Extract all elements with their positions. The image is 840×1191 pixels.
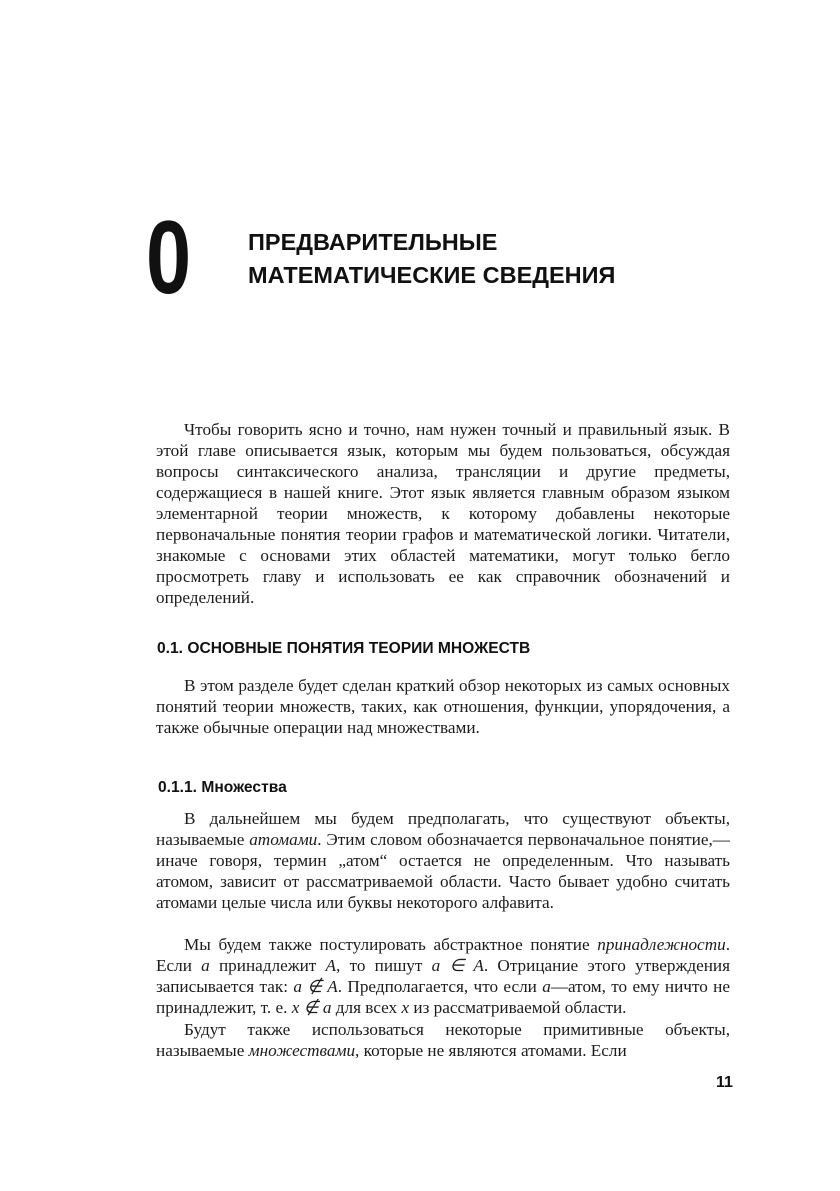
- atoms-text-2: . Этим словом обозначается первоначальное понятие,— иначе говоря, термин „атом“ остается не определенным. Что называть атомом, зависит от рассматриваемой области. Часто бывает удобно считать атомами целые числа или буквы некоторого алфавита.: [156, 830, 730, 912]
- intro-paragraph: Чтобы говорить ясно и точно, нам нужен точный и правильный язык. В этой главе описывается язык, которым мы будем пользоваться, обсуждая вопросы синтаксического анализа, трансляции и другие предметы, содержащиеся в нашей книге. Этот язык является главным образом языком элементарной теории множеств, к которому добавлены некоторые первоначальные понятия теории графов и математической логики. Читатели, знакомые с основами этих областей математики, могут только бегло просмотреть главу и использовать ее как справочник обозначений и определений.: [156, 420, 730, 607]
- membership-text-8: для всех: [331, 998, 402, 1017]
- membership-text-4: , то пишут: [336, 956, 432, 975]
- section-heading: 0.1. ОСНОВНЫЕ ПОНЯТИЯ ТЕОРИИ МНОЖЕСТВ: [157, 640, 531, 657]
- chapter-title-line-1: ПРЕДВАРИТЕЛЬНЫЕ: [248, 229, 498, 255]
- membership-text-7: —атом, то ему ничто не принадлежит, т. е.: [156, 977, 730, 1017]
- atoms-text-1: В дальнейшем мы будем предполагать, что существуют объекты, называемые: [156, 809, 730, 849]
- sets-paragraph: [156, 1019, 730, 1061]
- membership-text-6: . Предполагается, что если: [337, 977, 543, 996]
- var-a: a: [201, 956, 210, 975]
- sets-text-1: Будут также использоваться некоторые примитивные объекты, называемые: [156, 1020, 730, 1060]
- membership-text-2: . Если: [156, 935, 730, 975]
- chapter-number: 0: [146, 200, 190, 316]
- section-intro-paragraph: В этом разделе будет сделан краткий обзор некоторых из самых основных понятий теории множеств, таких, как отношения, функции, упорядочения, а также обычные операции над множествами.: [156, 676, 730, 737]
- membership-text-1: Мы будем также постулировать абстрактное понятие: [184, 935, 598, 954]
- sets-text-2: , которые не являются атомами. Если: [355, 1041, 627, 1060]
- membership-text-5: . Отрицание этого утверждения записывается так:: [156, 956, 730, 996]
- membership-text-9: из рассматриваемой области.: [409, 998, 627, 1017]
- var-a-2: a: [542, 977, 551, 996]
- term-atoms: атомами: [249, 830, 318, 849]
- atoms-paragraph: [156, 808, 730, 913]
- term-sets: множествами: [248, 1041, 356, 1060]
- membership-text-3: принадлежит: [209, 956, 326, 975]
- subsection-heading: 0.1.1. Множества: [158, 779, 287, 796]
- var-x: x: [401, 998, 410, 1017]
- chapter-title: [248, 226, 615, 292]
- page-number: 11: [716, 1074, 733, 1091]
- formula-x-notin-a: x ∉ a: [291, 998, 332, 1017]
- var-A: A: [325, 956, 337, 975]
- formula-a-in-A: a ∈ A: [431, 956, 484, 975]
- membership-paragraph: [156, 934, 730, 1018]
- chapter-title-line-2: МАТЕМАТИЧЕСКИЕ СВЕДЕНИЯ: [248, 262, 616, 288]
- formula-a-notin-A: a ∉ A: [293, 977, 338, 996]
- term-membership: принадлежности: [597, 935, 726, 954]
